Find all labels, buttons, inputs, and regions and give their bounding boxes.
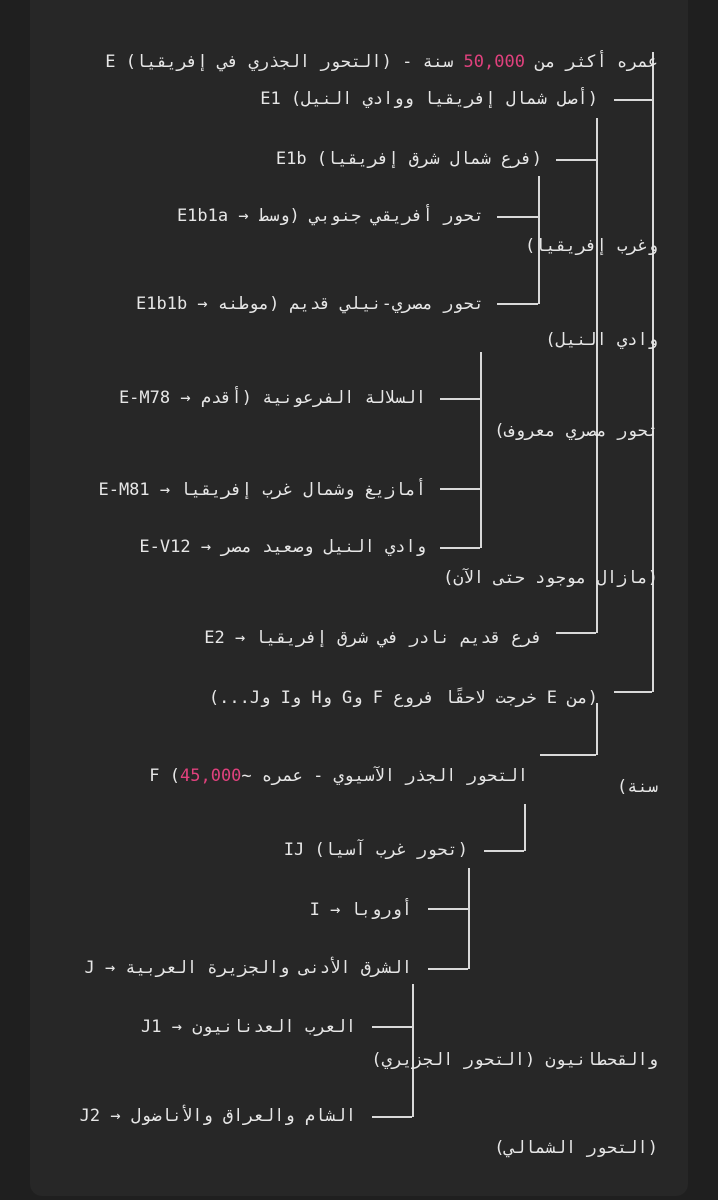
node-e-v12: E-V12 → وادي النيل وصعيد مصر <box>139 537 426 557</box>
tree-connector <box>440 488 480 490</box>
node-e-v12-continued: (مازال موجود حتى الآن) <box>443 568 658 588</box>
node-e-m78: E-M78 → السلالة الفرعونية (أقدم <box>118 388 426 408</box>
tree-connector <box>524 804 526 851</box>
tree-connector <box>596 703 598 755</box>
tree-connector <box>556 632 596 634</box>
tree-connector <box>484 850 524 852</box>
tree-connector <box>596 118 598 633</box>
tree-connector <box>540 754 596 756</box>
node-e1b1a-continued: وغرب إفريقيا) <box>524 236 658 256</box>
node-e-age: 50,000 <box>463 52 525 72</box>
tree-connector <box>614 99 652 101</box>
node-e-m78-continued: تحور مصري معروف) <box>494 421 658 441</box>
tree-connector <box>440 398 480 400</box>
tree-connector <box>440 547 480 549</box>
node-i: I → أوروبا <box>309 900 412 920</box>
node-j1: J1 → العرب العدنانيون <box>141 1017 356 1037</box>
node-e1b1b-continued: وادي النيل) <box>545 330 658 350</box>
tree-connector <box>652 52 654 692</box>
tree-connector <box>614 691 652 693</box>
tree-connector <box>497 303 538 305</box>
node-j1-continued: والقحطانيون (التحور الجزيري) <box>371 1050 658 1070</box>
node-f-text: F (التحور الجذر الآسيوي - عمره ~ <box>149 766 528 786</box>
tree-connector <box>428 908 468 910</box>
tree-connector <box>428 968 468 970</box>
node-f <box>108 746 528 806</box>
node-e-text-start: E (التحور الجذري في إفريقيا) - عمره أكثر من <box>105 52 658 72</box>
node-e <box>64 32 658 92</box>
node-e2: E2 → فرع قديم نادر في شرق إفريقيا <box>204 628 542 648</box>
tree-connector <box>372 1026 412 1028</box>
node-f-continued: سنة) <box>617 777 658 797</box>
tree-connector <box>497 216 538 218</box>
node-e1b1a: E1b1a → تحور أفريقي جنوبي (وسط <box>176 206 484 226</box>
node-f-note: (من E خرجت لاحقًا فروع F وG وH وI وJ...) <box>208 688 598 708</box>
node-e-text-end: سنة <box>422 52 464 72</box>
node-f-age: 45,000 <box>180 766 242 786</box>
tree-connector <box>480 352 482 548</box>
node-e1b: E1b (فرع شمال شرق إفريقيا) <box>275 149 542 169</box>
node-e1b1b: E1b1b → تحور مصري-نيلي قديم (موطنه <box>136 294 484 314</box>
tree-connector <box>556 159 596 161</box>
node-j: J → الشرق الأدنى والجزيرة العربية <box>84 958 412 978</box>
node-e-m81: E-M81 → أمازيغ وشمال غرب إفريقيا <box>98 480 426 500</box>
node-ij: IJ (تحور غرب آسيا) <box>283 840 468 860</box>
tree-connector <box>372 1116 412 1118</box>
node-j2-continued: (التحور الشمالي) <box>494 1138 658 1158</box>
node-e1: E1 (أصل شمال إفريقيا ووادي النيل) <box>260 89 598 109</box>
tree-connector <box>468 868 470 969</box>
node-j2: J2 → الشام والعراق والأناضول <box>79 1106 356 1126</box>
